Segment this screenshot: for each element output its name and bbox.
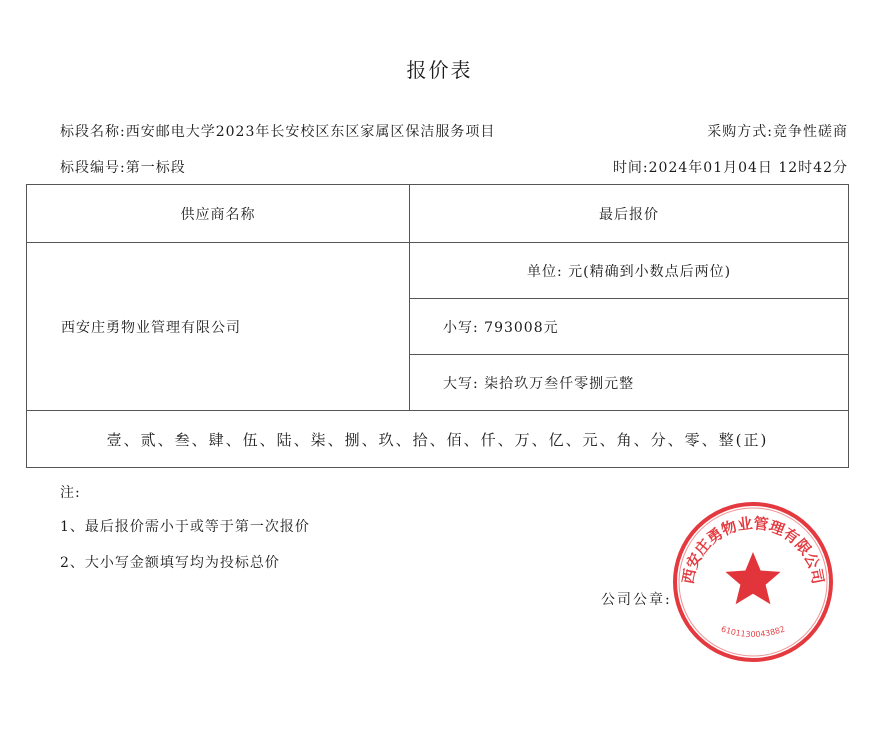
quote-time: 时间:2024年01月04日 12时42分 [612, 160, 848, 176]
section-number: 标段编号:第一标段 [60, 160, 186, 176]
company-seal-stamp [671, 500, 835, 664]
price-column-header: 最后报价 [410, 185, 849, 243]
seal-star-icon [725, 552, 780, 604]
price-lowercase: 小写: 793008元 [410, 299, 849, 355]
chinese-numerals-reference: 壹、贰、叁、肆、伍、陆、柒、捌、玖、拾、佰、仟、万、亿、元、角、分、零、整(正) [27, 411, 849, 468]
supplier-name: 西安庄勇物业管理有限公司 [27, 243, 410, 411]
numerals-row [27, 411, 849, 468]
notes-heading: 注: [60, 485, 81, 501]
procurement-method: 采购方式:竞争性磋商 [707, 124, 848, 140]
page-title: 报价表 [406, 58, 473, 82]
table-header-row [27, 185, 849, 243]
table-row [27, 243, 849, 299]
price-unit: 单位: 元(精确到小数点后两位) [410, 243, 849, 299]
supplier-column-header: 供应商名称 [27, 185, 410, 243]
section-name: 标段名称:西安邮电大学2023年长安校区东区家属区保洁服务项目 [60, 124, 496, 140]
price-uppercase: 大写: 柒拾玖万叁仟零捌元整 [410, 355, 849, 411]
note-item-1: 1、最后报价需小于或等于第一次报价 [60, 519, 310, 535]
note-item-2: 2、大小写金额填写均为投标总价 [60, 555, 280, 571]
company-seal-label: 公司公章: [601, 592, 672, 608]
quotation-table [26, 184, 849, 468]
seal-code-text: 6101130043882 [719, 624, 787, 639]
seal-company-text: 西安庄勇物业管理有限公司 [678, 514, 828, 586]
